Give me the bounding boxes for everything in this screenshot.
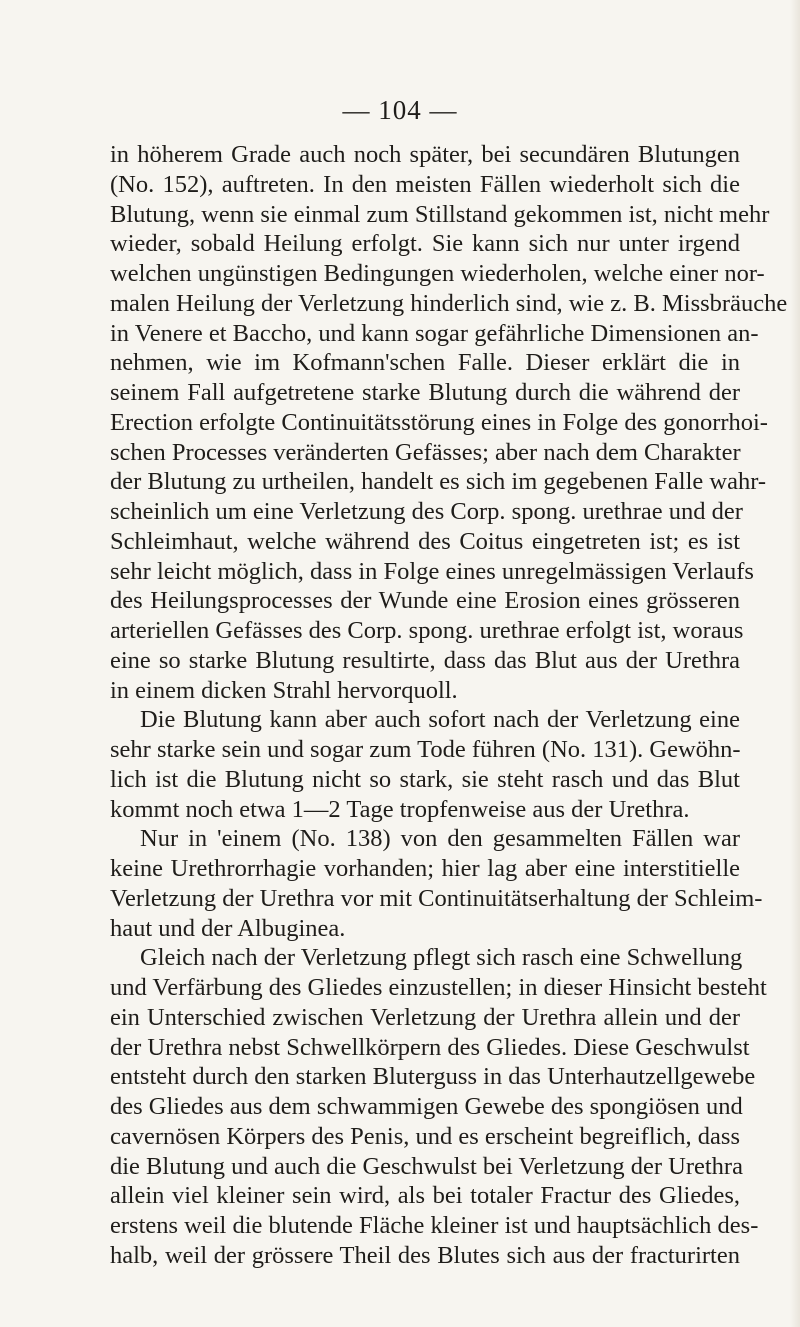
text-line: eine so starke Blutung resultirte, dass das Blut aus der Urethra [110,646,740,674]
text-line: erstens weil die blutende Fläche kleiner ist und hauptsächlich des- [110,1212,759,1239]
text-line: und Verfärbung des Gliedes einzustellen; in dieser Hinsicht besteht [110,974,767,1001]
page-number: — 104 — [342,95,458,125]
text-line: keine Urethrorrhagie vorhanden; hier lag aber eine interstitielle [110,855,740,882]
text-line: Gleich nach der Verletzung pflegt sich rasch eine Schwellung [140,944,743,972]
text-line: in höherem Grade auch noch später, bei secundären Blutungen [110,141,740,168]
text-line: ein Unterschied zwischen Verletzung der Urethra allein und der [110,1003,740,1031]
paragraph [110,943,767,1270]
text-line: des Heilungsprocesses der Wunde eine Erosion eines grösseren [110,587,740,615]
text-line: Die Blutung kann aber auch sofort nach der Verletzung eine [140,706,740,734]
text-line: der Urethra nebst Schwellkörpern des Gliedes. Diese Geschwulst [110,1033,750,1061]
text-line: sehr starke sein und sogar zum Tode führen (No. 131). Gewöhn- [110,736,741,763]
text-line: cavernösen Körpers des Penis, und es erscheint begreiflich, dass [110,1122,741,1150]
paragraph [110,140,788,705]
text-line: lich ist die Blutung nicht so stark, sie steht rasch und das Blut [110,765,740,793]
paragraph [110,705,740,824]
text-line: haut und der Albuginea. [110,914,346,942]
text-line: allein viel kleiner sein wird, als bei totaler Fractur des Gliedes, [110,1182,740,1210]
text-line: halb, weil der grössere Theil des Blutes sich aus der fracturirten [110,1241,740,1269]
text-line: Erection erfolgte Continuitätsstörung eines in Folge des gonorrhoi- [110,408,768,436]
text-line: schen Processes veränderten Gefässes; aber nach dem Charakter [110,438,741,466]
body-text [110,140,788,1271]
text-line: wieder, sobald Heilung erfolgt. Sie kann sich nur unter irgend [110,230,740,258]
text-line: nehmen, wie im Kofmann'schen Falle. Dieser erklärt die in [110,349,740,377]
page-edge [790,0,800,1327]
text-line: Verletzung der Urethra vor mit Continuitätserhaltung der Schleim- [110,884,763,912]
paragraph [110,824,763,943]
text-line: Nur in 'einem (No. 138) von den gesammelten Fällen war [140,825,740,853]
text-line: Blutung, wenn sie einmal zum Stillstand gekommen ist, nicht mehr [110,200,770,228]
text-line: in einem dicken Strahl hervorquoll. [110,676,458,704]
text-line: in Venere et Baccho, und kann sogar gefährliche Dimensionen an- [110,319,759,347]
text-line: kommt noch etwa 1—2 Tage tropfenweise aus der Urethra. [110,795,690,823]
text-line: arteriellen Gefässes des Corp. spong. urethrae erfolgt ist, woraus [110,617,744,644]
text-line: (No. 152), auftreten. In den meisten Fällen wiederholt sich die [110,170,740,198]
text-line: sehr leicht möglich, dass in Folge eines unregelmässigen Verlaufs [110,557,754,585]
text-line: seinem Fall aufgetretene starke Blutung durch die während der [110,379,740,406]
text-line: entsteht durch den starken Bluterguss in das Unterhautzellgewebe [110,1063,756,1091]
text-line: des Gliedes aus dem schwammigen Gewebe des spongiösen und [110,1093,743,1120]
text-line: welchen ungünstigen Bedingungen wiederholen, welche einer nor- [110,260,765,287]
text-line: malen Heilung der Verletzung hinderlich sind, wie z. B. Missbräuche [110,289,788,317]
text-line: die Blutung und auch die Geschwulst bei Verletzung der Urethra [110,1152,743,1180]
text-line: scheinlich um eine Verletzung des Corp. spong. urethrae und der [110,498,743,525]
text-line: Schleimhaut, welche während des Coitus eingetreten ist; es ist [110,527,740,555]
text-line: der Blutung zu urtheilen, handelt es sich im gegebenen Falle wahr- [110,468,767,496]
